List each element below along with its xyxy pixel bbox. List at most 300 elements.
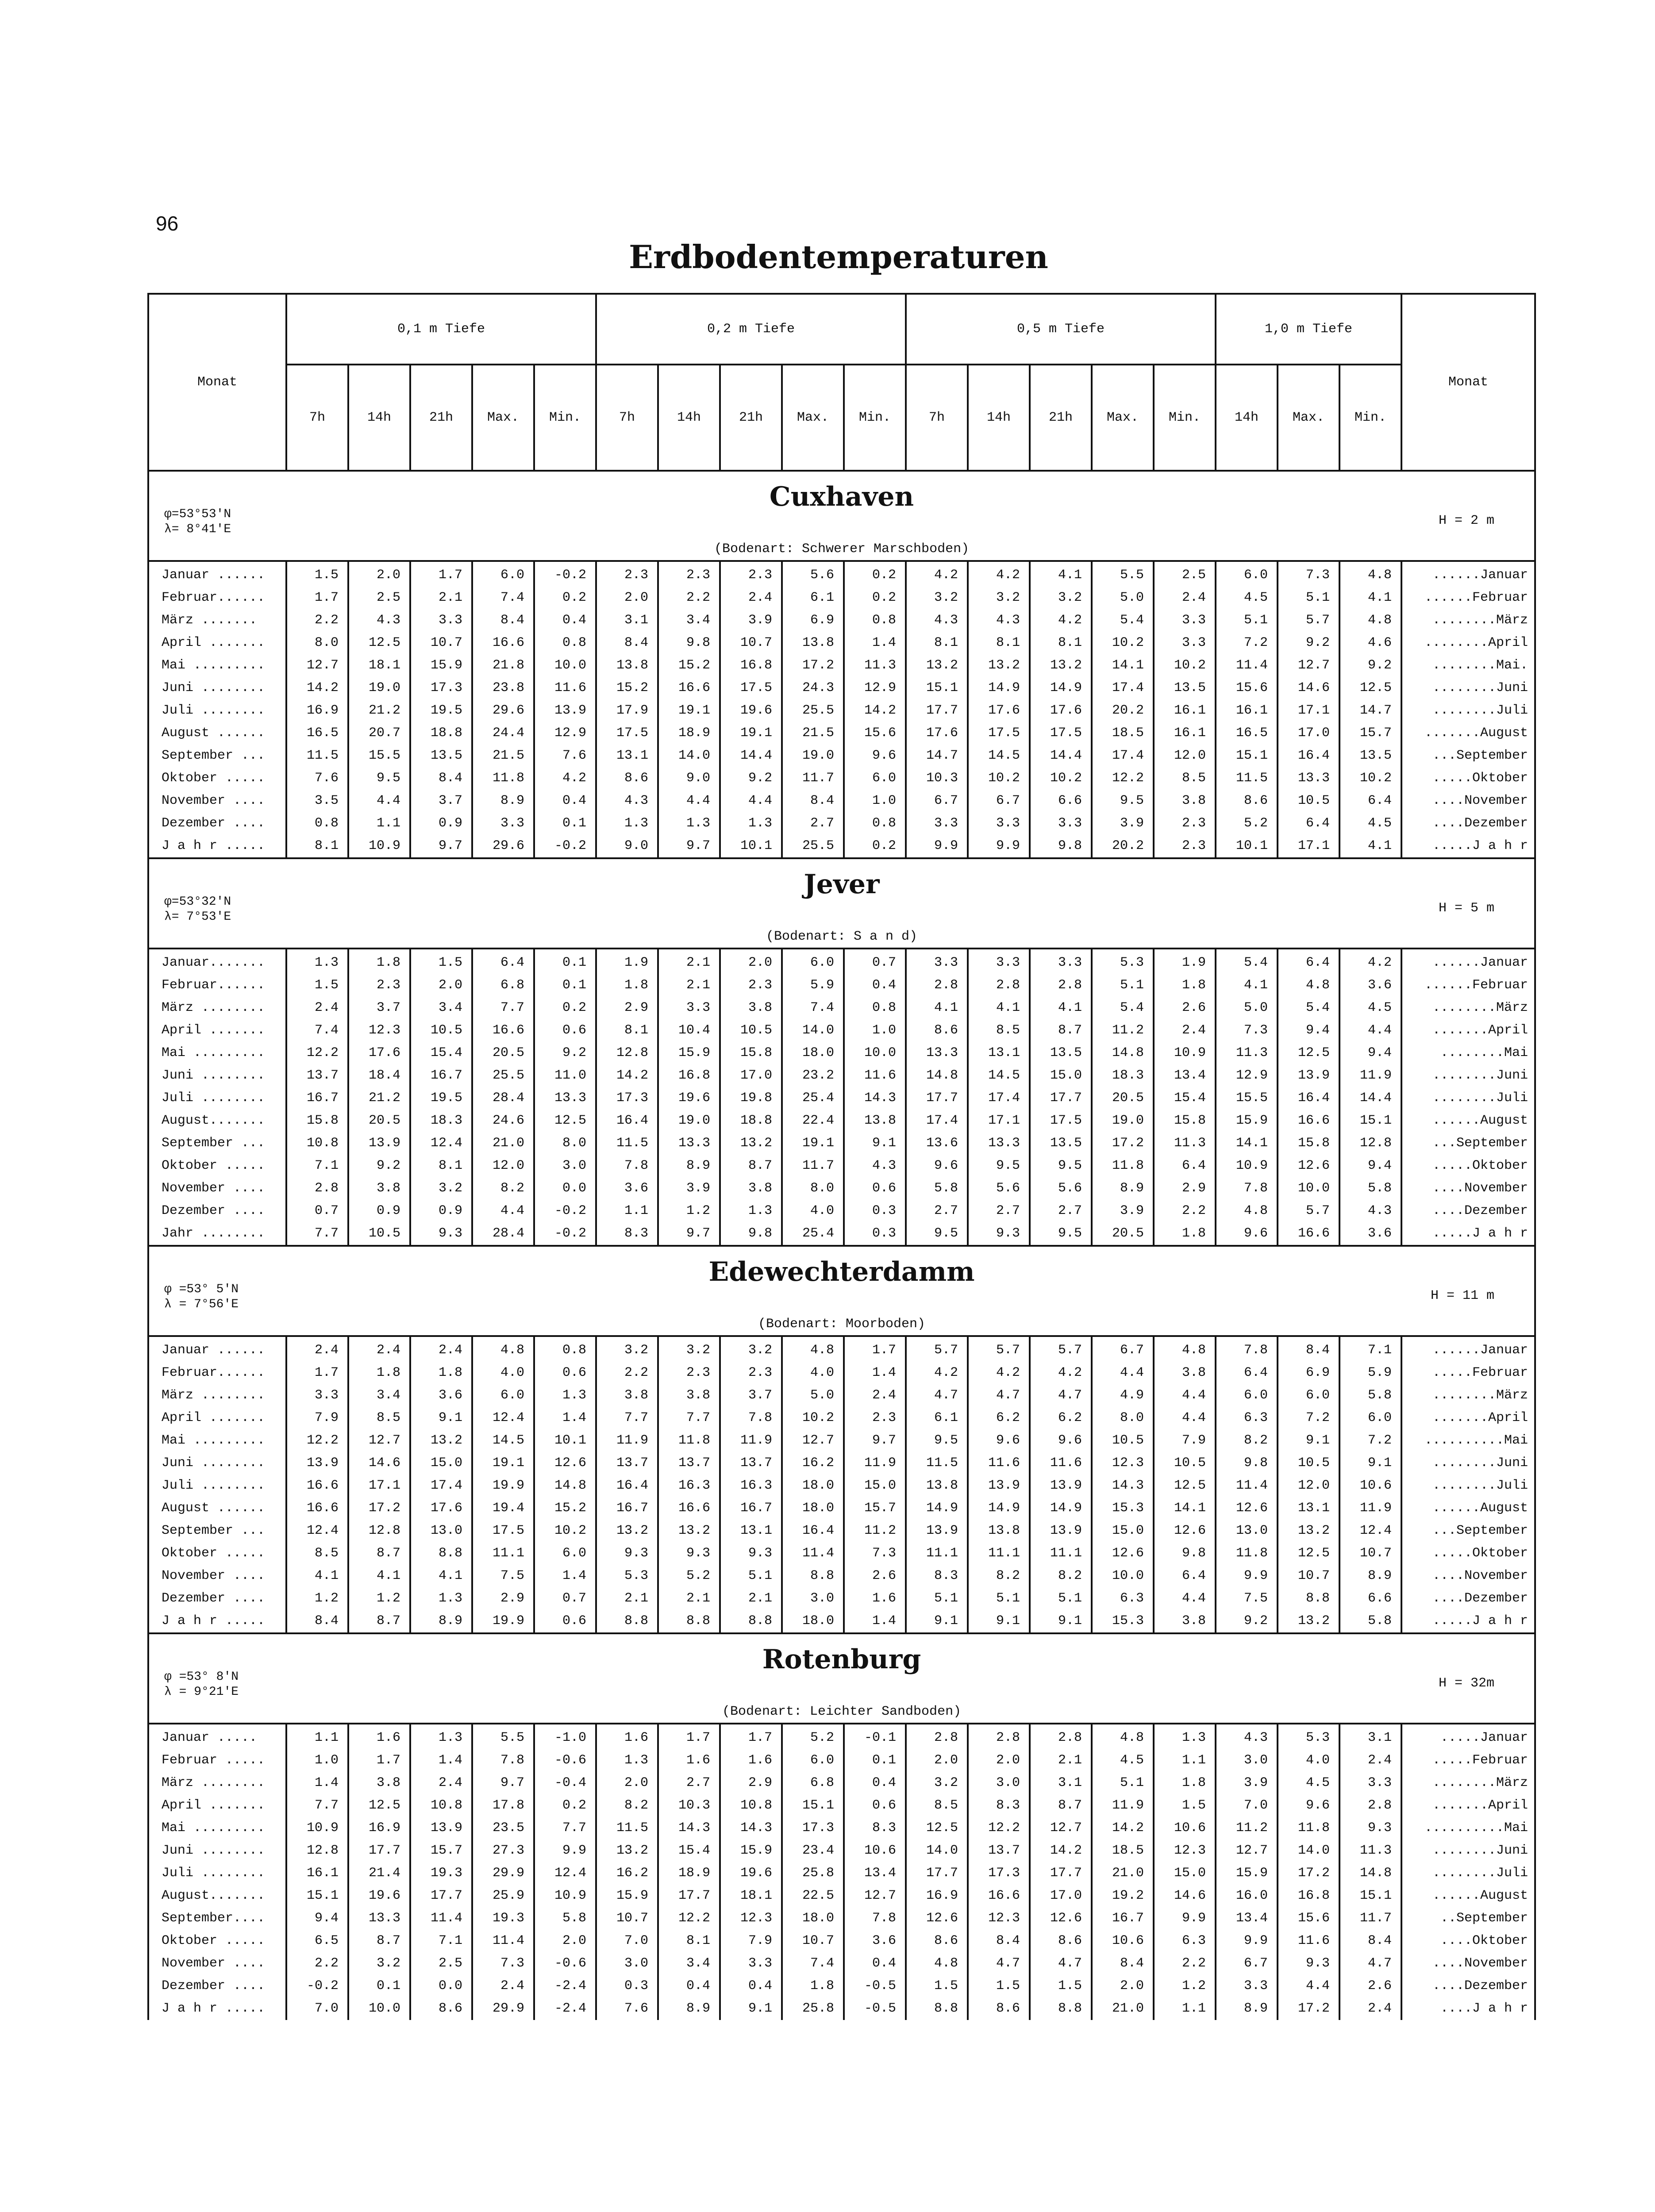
temperature-cell: 8.3 — [906, 1564, 968, 1587]
temperature-cell: 11.7 — [782, 1154, 844, 1177]
temperature-cell: 9.5 — [1030, 1154, 1092, 1177]
temperature-cell: 10.5 — [1154, 1452, 1216, 1474]
temperature-cell: 14.7 — [1339, 699, 1401, 722]
temperature-cell: 11.7 — [1339, 1907, 1401, 1929]
temperature-cell: 14.2 — [844, 699, 906, 722]
temperature-cell: 7.6 — [534, 744, 596, 767]
temperature-cell: 17.7 — [906, 1862, 968, 1884]
temperature-cell: 1.5 — [1030, 1974, 1092, 1997]
temperature-cell: 4.2 — [1030, 609, 1092, 631]
temperature-cell: 15.1 — [782, 1794, 844, 1816]
temperature-cell: 5.4 — [1278, 996, 1339, 1019]
temperature-cell: 11.9 — [1339, 1497, 1401, 1519]
month-label-right: ....Dezember — [1401, 812, 1535, 834]
temperature-cell: 13.1 — [1278, 1497, 1339, 1519]
temperature-cell: 2.4 — [410, 1771, 472, 1794]
temperature-cell: 9.5 — [906, 1429, 968, 1452]
month-label-right: ........Mai — [1401, 1041, 1535, 1064]
table-row — [148, 974, 1535, 996]
temperature-cell: 25.9 — [472, 1884, 534, 1907]
table-row — [148, 1564, 1535, 1587]
temperature-cell: 6.4 — [1154, 1564, 1216, 1587]
temperature-cell: 21.0 — [472, 1132, 534, 1154]
temperature-cell: 3.8 — [1154, 789, 1216, 812]
month-label-left: Juni ........ — [148, 1839, 286, 1862]
temperature-cell: 5.2 — [658, 1564, 720, 1587]
temperature-cell: 6.4 — [1216, 1361, 1278, 1384]
month-label-left: Juni ........ — [148, 1452, 286, 1474]
table-row — [148, 1087, 1535, 1109]
temperature-cell: 13.1 — [596, 744, 658, 767]
temperature-cell: 24.4 — [472, 722, 534, 744]
temperature-cell: 4.4 — [1092, 1361, 1154, 1384]
temperature-cell: 3.2 — [410, 1177, 472, 1199]
table-row — [148, 1406, 1535, 1429]
temperature-cell: 8.6 — [906, 1019, 968, 1041]
month-label-right: ........Juli — [1401, 1087, 1535, 1109]
temperature-cell: 15.0 — [410, 1452, 472, 1474]
temperature-cell: 9.7 — [472, 1771, 534, 1794]
temperature-cell: 3.4 — [348, 1384, 410, 1406]
temperature-cell: 11.2 — [844, 1519, 906, 1542]
temperature-cell: 18.8 — [410, 722, 472, 744]
table-row — [148, 1474, 1535, 1497]
temperature-cell: 16.7 — [286, 1087, 348, 1109]
temperature-cell: 1.2 — [1154, 1974, 1216, 1997]
depth-header-0-1m: 0,1 m Tiefe — [286, 294, 596, 365]
temperature-cell: 14.9 — [1030, 676, 1092, 699]
temperature-cell: 12.7 — [1216, 1839, 1278, 1862]
temperature-cell: 8.1 — [410, 1154, 472, 1177]
temperature-cell: 10.9 — [286, 1816, 348, 1839]
month-label-left: April ....... — [148, 1794, 286, 1816]
temperature-cell: 19.5 — [410, 1087, 472, 1109]
temperature-cell: 7.8 — [1216, 1177, 1278, 1199]
temperature-cell: -0.2 — [286, 1974, 348, 1997]
temperature-cell: 13.2 — [720, 1132, 782, 1154]
temperature-cell: 19.0 — [348, 676, 410, 699]
temperature-cell: 11.0 — [534, 1064, 596, 1087]
temperature-cell: 0.7 — [844, 949, 906, 974]
station-soil-type: (Bodenart: Leichter Sandboden) — [722, 1704, 962, 1719]
temperature-cell: 25.5 — [782, 699, 844, 722]
temperature-cell: 2.3 — [658, 1361, 720, 1384]
temperature-cell: 16.6 — [286, 1474, 348, 1497]
temperature-cell: 18.0 — [782, 1907, 844, 1929]
temperature-cell: 2.4 — [1339, 1749, 1401, 1771]
temperature-cell: 4.9 — [1092, 1384, 1154, 1406]
table-body — [148, 471, 1535, 2020]
temperature-cell: 0.9 — [410, 812, 472, 834]
temperature-cell: 21.5 — [472, 744, 534, 767]
temperature-cell: 16.2 — [782, 1452, 844, 1474]
temperature-cell: 13.3 — [1278, 767, 1339, 789]
temperature-cell: 17.1 — [968, 1109, 1030, 1132]
temperature-cell: 4.1 — [906, 996, 968, 1019]
temperature-cell: 0.8 — [844, 996, 906, 1019]
temperature-cell: 13.9 — [410, 1816, 472, 1839]
temperature-cell: 1.5 — [410, 949, 472, 974]
temperature-cell: 16.6 — [286, 1497, 348, 1519]
temperature-cell: 10.0 — [844, 1041, 906, 1064]
temperature-cell: 4.2 — [1339, 949, 1401, 974]
table-row — [148, 1907, 1535, 1929]
temperature-cell: 4.0 — [1278, 1749, 1339, 1771]
month-label-left: August....... — [148, 1109, 286, 1132]
temperature-cell: 7.6 — [286, 767, 348, 789]
temperature-cell: 15.3 — [1092, 1497, 1154, 1519]
temperature-cell: 2.0 — [1092, 1974, 1154, 1997]
temperature-cell: 18.0 — [782, 1041, 844, 1064]
temperature-cell: 2.8 — [1030, 974, 1092, 996]
temperature-cell: 12.5 — [348, 631, 410, 654]
temperature-cell: 0.8 — [286, 812, 348, 834]
temperature-cell: 15.0 — [1154, 1862, 1216, 1884]
year-temperature-cell: 9.1 — [1030, 1609, 1092, 1633]
year-temperature-cell: 8.8 — [720, 1609, 782, 1633]
year-temperature-cell: 10.9 — [348, 834, 410, 858]
temperature-cell: 17.4 — [968, 1087, 1030, 1109]
temperature-cell: 10.6 — [1339, 1474, 1401, 1497]
month-label-left: Dezember .... — [148, 812, 286, 834]
temperature-cell: 1.4 — [844, 631, 906, 654]
year-temperature-cell: 8.9 — [1216, 1997, 1278, 2020]
temperature-cell: 9.5 — [1092, 789, 1154, 812]
temperature-cell: 8.8 — [1278, 1587, 1339, 1609]
temperature-cell: 9.9 — [1216, 1564, 1278, 1587]
temperature-cell: 16.3 — [720, 1474, 782, 1497]
month-label-left: September ... — [148, 1132, 286, 1154]
temperature-cell: 19.6 — [658, 1087, 720, 1109]
temperature-cell: 5.4 — [1216, 949, 1278, 974]
temperature-cell: 9.1 — [1339, 1452, 1401, 1474]
year-temperature-cell: 10.1 — [1216, 834, 1278, 858]
temperature-cell: 9.4 — [286, 1907, 348, 1929]
temperature-cell: 11.9 — [1339, 1064, 1401, 1087]
temperature-cell: 8.5 — [968, 1019, 1030, 1041]
table-row — [148, 1587, 1535, 1609]
temperature-cell: 14.2 — [286, 676, 348, 699]
year-temperature-cell: 8.9 — [658, 1997, 720, 2020]
temperature-cell: 11.6 — [1278, 1929, 1339, 1952]
temperature-cell: 0.2 — [844, 586, 906, 609]
temperature-cell: 2.2 — [286, 609, 348, 631]
month-label-left: Juni ........ — [148, 1064, 286, 1087]
temperature-cell: 11.5 — [286, 744, 348, 767]
temperature-cell: 11.2 — [1092, 1019, 1154, 1041]
temperature-cell: 12.6 — [1092, 1542, 1154, 1564]
temperature-cell: 0.1 — [534, 974, 596, 996]
temperature-cell: 15.0 — [844, 1474, 906, 1497]
temperature-cell: 18.5 — [1092, 1839, 1154, 1862]
temperature-cell: 2.6 — [844, 1564, 906, 1587]
temperature-cell: 2.9 — [596, 996, 658, 1019]
temperature-cell: 17.7 — [348, 1839, 410, 1862]
temperature-cell: 7.0 — [596, 1929, 658, 1952]
temperature-cell: 21.4 — [348, 1862, 410, 1884]
temperature-cell: 14.6 — [1278, 676, 1339, 699]
year-temperature-cell: 3.6 — [1339, 1222, 1401, 1246]
temperature-cell: 13.2 — [968, 654, 1030, 676]
temperature-cell: 4.8 — [1092, 1724, 1154, 1749]
temperature-cell: 2.4 — [1154, 1019, 1216, 1041]
temperature-cell: 13.7 — [968, 1839, 1030, 1862]
year-label-right: ....J a h r — [1401, 1997, 1535, 2020]
temperature-cell: 9.9 — [1216, 1929, 1278, 1952]
temperature-cell: 2.0 — [410, 974, 472, 996]
temperature-cell: 15.7 — [844, 1497, 906, 1519]
year-row — [148, 1609, 1535, 1633]
temperature-cell: 9.3 — [1339, 1816, 1401, 1839]
temperature-cell: 5.1 — [906, 1587, 968, 1609]
month-label-left: Dezember .... — [148, 1199, 286, 1222]
temperature-cell: 7.8 — [472, 1749, 534, 1771]
temperature-cell: 15.8 — [286, 1109, 348, 1132]
year-temperature-cell: 16.6 — [1278, 1222, 1339, 1246]
temperature-cell: 2.1 — [658, 1587, 720, 1609]
station-latitude: φ=53°53'N — [164, 507, 231, 521]
temperature-cell: 13.5 — [1030, 1132, 1092, 1154]
temperature-cell: 6.2 — [968, 1406, 1030, 1429]
temperature-cell: 4.0 — [782, 1361, 844, 1384]
temperature-cell: 8.4 — [782, 789, 844, 812]
temperature-cell: 1.3 — [410, 1587, 472, 1609]
temperature-cell: 9.2 — [720, 767, 782, 789]
temperature-cell: 4.2 — [1030, 1361, 1092, 1384]
temperature-cell: 1.8 — [348, 1361, 410, 1384]
temperature-cell: 10.2 — [534, 1519, 596, 1542]
temperature-cell: 10.6 — [844, 1839, 906, 1862]
year-row — [148, 834, 1535, 858]
temperature-cell: 10.2 — [1154, 654, 1216, 676]
temperature-cell: 12.7 — [1278, 654, 1339, 676]
temperature-cell: 3.6 — [596, 1177, 658, 1199]
month-label-right: ........Juni — [1401, 676, 1535, 699]
year-temperature-cell: -2.4 — [534, 1997, 596, 2020]
temperature-cell: 20.5 — [472, 1041, 534, 1064]
temperature-cell: 11.3 — [1154, 1132, 1216, 1154]
temperature-cell: 3.4 — [410, 996, 472, 1019]
temperature-cell: 8.5 — [286, 1542, 348, 1564]
temperature-cell: 8.7 — [348, 1929, 410, 1952]
temperature-cell: 5.8 — [534, 1907, 596, 1929]
temperature-cell: 17.2 — [1278, 1862, 1339, 1884]
temperature-cell: 3.3 — [906, 812, 968, 834]
temperature-cell: 2.3 — [596, 561, 658, 586]
temperature-cell: 7.7 — [596, 1406, 658, 1429]
temperature-cell: 1.4 — [534, 1406, 596, 1429]
temperature-cell: 13.5 — [410, 744, 472, 767]
table-header — [148, 294, 1535, 471]
temperature-cell: 3.2 — [658, 1336, 720, 1361]
temperature-cell: 13.9 — [286, 1452, 348, 1474]
temperature-cell: 13.4 — [1154, 1064, 1216, 1087]
temperature-cell: 4.0 — [472, 1361, 534, 1384]
temperature-cell: 2.2 — [658, 586, 720, 609]
temperature-cell: 17.3 — [968, 1862, 1030, 1884]
year-temperature-cell: -0.2 — [534, 1222, 596, 1246]
temperature-cell: 6.0 — [782, 949, 844, 974]
temperature-cell: 2.7 — [968, 1199, 1030, 1222]
temperature-cell: 8.2 — [968, 1564, 1030, 1587]
temperature-cell: 11.5 — [906, 1452, 968, 1474]
year-temperature-cell: 9.5 — [906, 1222, 968, 1246]
temperature-cell: 6.0 — [1278, 1384, 1339, 1406]
temperature-cell: 4.5 — [1092, 1749, 1154, 1771]
year-temperature-cell: 9.3 — [410, 1222, 472, 1246]
temperature-cell: 6.6 — [1339, 1587, 1401, 1609]
temperature-cell: 10.0 — [534, 654, 596, 676]
temperature-cell: 2.6 — [1339, 1974, 1401, 1997]
month-label-right: ........März — [1401, 609, 1535, 631]
temperature-cell: 0.3 — [844, 1199, 906, 1222]
temperature-cell: 3.9 — [1092, 812, 1154, 834]
temperature-cell: 4.4 — [1339, 1019, 1401, 1041]
year-temperature-cell: 9.3 — [968, 1222, 1030, 1246]
temperature-cell: 12.3 — [968, 1907, 1030, 1929]
temperature-cell: 3.2 — [906, 1771, 968, 1794]
temperature-cell: 19.0 — [782, 744, 844, 767]
temperature-cell: 9.4 — [1339, 1041, 1401, 1064]
table-row — [148, 1336, 1535, 1361]
temperature-cell: 1.0 — [844, 1019, 906, 1041]
temperature-cell: 8.9 — [1092, 1177, 1154, 1199]
temperature-cell: 5.2 — [1216, 812, 1278, 834]
temperature-cell: 3.8 — [720, 1177, 782, 1199]
temperature-cell: 14.5 — [472, 1429, 534, 1452]
temperature-cell: 8.4 — [472, 609, 534, 631]
temperature-cell: 11.4 — [1216, 1474, 1278, 1497]
temperature-cell: 6.4 — [472, 949, 534, 974]
temperature-cell: 13.2 — [1278, 1519, 1339, 1542]
temperature-cell: 0.6 — [844, 1177, 906, 1199]
year-temperature-cell: 8.8 — [906, 1997, 968, 2020]
temperature-cell: 0.8 — [844, 609, 906, 631]
column-header: 21h — [1030, 365, 1092, 471]
year-temperature-cell: 5.8 — [1339, 1609, 1401, 1633]
month-label-right: ........März — [1401, 1384, 1535, 1406]
temperature-cell: 13.5 — [1339, 744, 1401, 767]
month-label-left: Dezember .... — [148, 1587, 286, 1609]
temperature-cell: 1.5 — [1154, 1794, 1216, 1816]
temperature-cell: 17.0 — [1030, 1884, 1092, 1907]
temperature-cell: 13.4 — [1216, 1907, 1278, 1929]
month-label-left: November .... — [148, 1564, 286, 1587]
temperature-cell: 7.4 — [782, 1952, 844, 1974]
month-label-right: ......August — [1401, 1884, 1535, 1907]
page-title: Erdbodentemperaturen — [629, 238, 1048, 276]
temperature-cell: 9.1 — [410, 1406, 472, 1429]
temperature-cell: 9.0 — [658, 767, 720, 789]
temperature-cell: 0.1 — [844, 1749, 906, 1771]
table-row — [148, 1816, 1535, 1839]
temperature-cell: 12.5 — [534, 1109, 596, 1132]
temperature-cell: 2.7 — [782, 812, 844, 834]
temperature-cell: 4.5 — [1339, 812, 1401, 834]
month-label-right: ...September — [1401, 1132, 1535, 1154]
temperature-cell: 6.0 — [472, 561, 534, 586]
temperature-cell: 0.6 — [534, 1019, 596, 1041]
temperature-cell: 7.3 — [1278, 561, 1339, 586]
station-name: Edewechterdamm — [708, 1256, 975, 1287]
temperature-cell: 7.3 — [1216, 1019, 1278, 1041]
station-height: H = 32m — [1439, 1676, 1495, 1691]
temperature-cell: 10.9 — [534, 1884, 596, 1907]
temperature-cell: 4.0 — [782, 1199, 844, 1222]
temperature-cell: 10.5 — [720, 1019, 782, 1041]
temperature-cell: -0.6 — [534, 1952, 596, 1974]
temperature-cell: 3.0 — [1216, 1749, 1278, 1771]
temperature-cell: 14.4 — [1030, 744, 1092, 767]
temperature-cell: 2.4 — [286, 996, 348, 1019]
year-temperature-cell: 1.1 — [1154, 1997, 1216, 2020]
temperature-cell: 13.7 — [720, 1452, 782, 1474]
column-header: 7h — [286, 365, 348, 471]
station-block — [148, 471, 1535, 561]
temperature-cell: 1.1 — [286, 1724, 348, 1749]
table-row — [148, 1064, 1535, 1087]
temperature-cell: 17.3 — [596, 1087, 658, 1109]
year-temperature-cell: 8.8 — [658, 1609, 720, 1633]
temperature-cell: 11.1 — [1030, 1542, 1092, 1564]
month-label-left: Juli ........ — [148, 1474, 286, 1497]
temperature-cell: 18.0 — [782, 1497, 844, 1519]
temperature-cell: 12.3 — [1092, 1452, 1154, 1474]
temperature-cell: 3.6 — [1339, 974, 1401, 996]
year-temperature-cell: 17.1 — [1278, 834, 1339, 858]
month-label-left: August ...... — [148, 722, 286, 744]
year-temperature-cell: 17.2 — [1278, 1997, 1339, 2020]
temperature-cell: 2.1 — [410, 586, 472, 609]
year-label-right: .....J a h r — [1401, 834, 1535, 858]
temperature-cell: 18.9 — [658, 722, 720, 744]
temperature-cell: 1.2 — [658, 1199, 720, 1222]
temperature-cell: 8.4 — [1339, 1929, 1401, 1952]
table-row — [148, 1862, 1535, 1884]
temperature-cell: 1.4 — [844, 1361, 906, 1384]
temperature-cell: -0.2 — [534, 1199, 596, 1222]
temperature-cell: 2.3 — [720, 1361, 782, 1384]
temperature-cell: 10.4 — [658, 1019, 720, 1041]
temperature-cell: 2.6 — [1154, 996, 1216, 1019]
station-latitude: φ =53° 5'N — [164, 1283, 239, 1296]
station-height: H = 2 m — [1439, 513, 1495, 528]
temperature-cell: 2.8 — [286, 1177, 348, 1199]
temperature-cell: 13.6 — [906, 1132, 968, 1154]
temperature-cell: 8.4 — [1092, 1952, 1154, 1974]
temperature-cell: 12.7 — [286, 654, 348, 676]
column-header: 14h — [348, 365, 410, 471]
month-label-right: .....Februar — [1401, 1361, 1535, 1384]
temperature-cell: 2.7 — [1030, 1199, 1092, 1222]
temperature-cell: 14.0 — [906, 1839, 968, 1862]
month-label-left: August ...... — [148, 1497, 286, 1519]
temperature-cell: 13.2 — [596, 1519, 658, 1542]
temperature-cell: 18.9 — [658, 1862, 720, 1884]
station-header-row — [148, 471, 1535, 561]
month-label-right: ..........Mai — [1401, 1816, 1535, 1839]
year-temperature-cell: 4.1 — [1339, 834, 1401, 858]
temperature-cell: 12.4 — [1339, 1519, 1401, 1542]
temperature-cell: 12.6 — [1216, 1497, 1278, 1519]
temperature-cell: 15.1 — [1339, 1109, 1401, 1132]
year-temperature-cell: 2.3 — [1154, 834, 1216, 858]
temperature-cell: 4.3 — [1339, 1199, 1401, 1222]
temperature-cell: 17.5 — [1030, 1109, 1092, 1132]
temperature-cell: 3.3 — [1339, 1771, 1401, 1794]
temperature-cell: 12.5 — [1278, 1542, 1339, 1564]
temperature-cell: 13.8 — [844, 1109, 906, 1132]
